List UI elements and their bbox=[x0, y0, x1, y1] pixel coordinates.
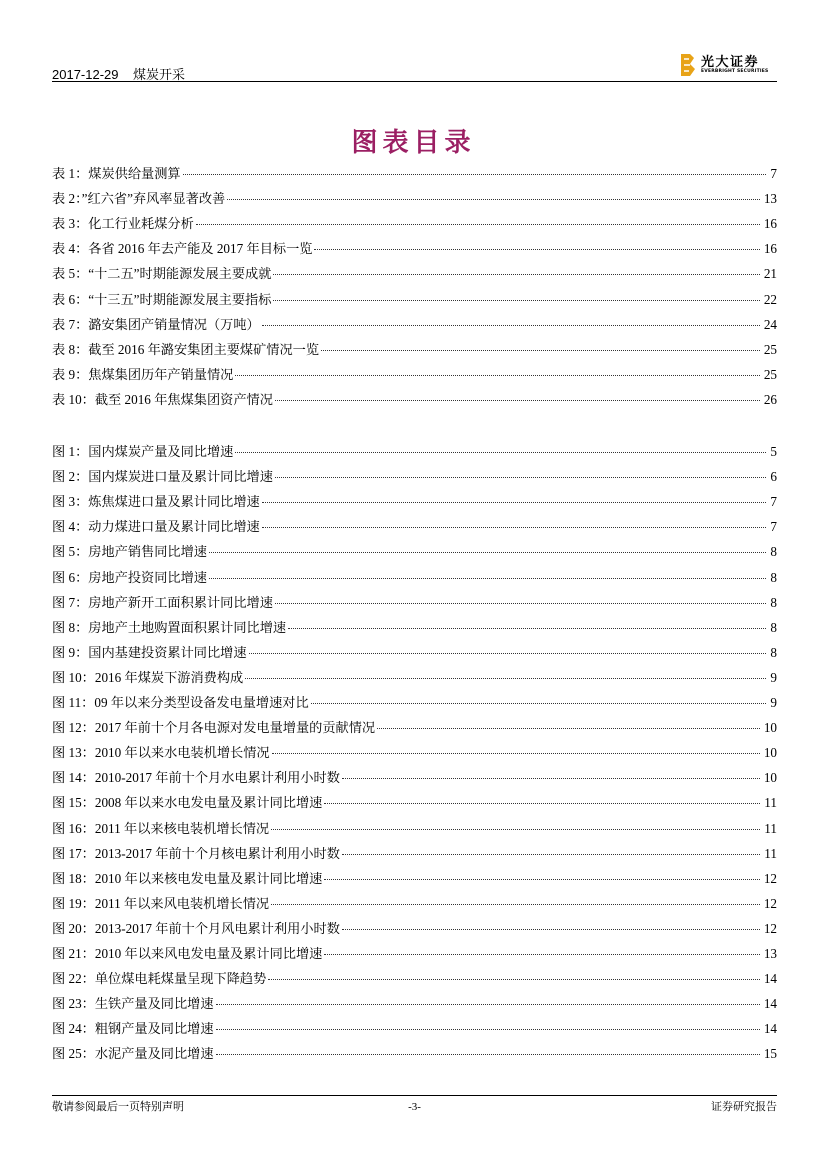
toc-figure-entry-page: 8 bbox=[770, 569, 777, 585]
logo-name-en: EVERBRIGHT SECURITIES bbox=[701, 69, 769, 74]
toc-figure-entry-page: 6 bbox=[770, 469, 777, 485]
dot-leader bbox=[209, 578, 766, 579]
dot-leader bbox=[324, 803, 760, 804]
toc-figure-entry[interactable] bbox=[52, 969, 777, 989]
header-date: 2017-12-29 bbox=[52, 67, 119, 82]
toc-figure-entry-page: 10 bbox=[763, 770, 777, 786]
toc-figure-entry-page: 8 bbox=[770, 619, 777, 635]
toc-table-entry[interactable] bbox=[52, 315, 777, 335]
toc-table-entry-label: 表 2：”红六省”弃风率显著改善 bbox=[52, 191, 226, 207]
toc-figure-entry[interactable] bbox=[52, 542, 777, 562]
toc-figure-entry-label: 图 22：单位煤电耗煤量呈现下降趋势 bbox=[52, 971, 267, 987]
dot-leader bbox=[321, 350, 760, 351]
toc-figure-entry-page: 13 bbox=[763, 946, 777, 961]
dot-leader bbox=[216, 1004, 760, 1005]
toc-figure-entry-page: 10 bbox=[763, 720, 777, 736]
toc-figure-entry[interactable] bbox=[52, 743, 777, 763]
toc-figure-entry[interactable] bbox=[52, 1044, 777, 1064]
toc-table-entry-page: 21 bbox=[763, 266, 777, 282]
toc-table-entry-page: 25 bbox=[763, 366, 777, 382]
toc-figure-entry-label: 图 10：2016 年煤炭下游消费构成 bbox=[52, 669, 244, 685]
dot-leader bbox=[227, 199, 760, 200]
toc-figure-entry-label: 图 13：2010 年以来水电装机增长情况 bbox=[52, 745, 270, 761]
dot-leader bbox=[342, 854, 760, 855]
page-footer bbox=[52, 1098, 777, 1116]
dot-leader bbox=[235, 452, 766, 453]
toc-figure-entry-page: 8 bbox=[770, 594, 777, 610]
dot-leader bbox=[275, 400, 760, 401]
toc-figure-entry-label: 图 25：水泥产量及同比增速 bbox=[52, 1046, 214, 1062]
toc-figure-entry[interactable] bbox=[52, 618, 777, 638]
dot-leader bbox=[273, 300, 759, 301]
toc-figure-entry-label: 图 14：2010-2017 年前十个月水电累计利用小时数 bbox=[52, 770, 340, 786]
dot-leader bbox=[271, 829, 760, 830]
toc-figure-entry-label: 图 9：国内基建投资累计同比增速 bbox=[52, 644, 247, 660]
toc-figure-entry[interactable] bbox=[52, 718, 777, 738]
toc-figure-entry-page: 11 bbox=[764, 795, 777, 811]
toc-table-entry[interactable] bbox=[52, 164, 777, 184]
dot-leader bbox=[273, 274, 759, 275]
toc-figure-entry-page: 14 bbox=[763, 971, 777, 987]
dot-leader bbox=[216, 1029, 760, 1030]
dot-leader bbox=[311, 703, 767, 704]
toc-table-entry-page: 26 bbox=[763, 391, 777, 407]
toc-figure-entry[interactable] bbox=[52, 568, 777, 588]
toc-figure-entry[interactable] bbox=[52, 1019, 777, 1039]
toc-table-entry-label: 表 9：焦煤集团历年产销量情况 bbox=[52, 366, 234, 382]
toc-table-entry-label: 表 3：化工行业耗煤分析 bbox=[52, 216, 194, 232]
toc-figure-entry-label: 图 15：2008 年以来水电发电量及累计同比增速 bbox=[52, 795, 323, 811]
toc-figure-entry-label: 图 12：2017 年前十个月各电源对发电量增量的贡献情况 bbox=[52, 720, 376, 736]
toc-figure-entry-page: 12 bbox=[763, 895, 777, 911]
toc-table-entry[interactable] bbox=[52, 390, 777, 410]
toc-table-entry-page: 24 bbox=[763, 316, 777, 332]
header-sector: 煤炭开采 bbox=[132, 67, 185, 82]
toc-figure-entry-page: 14 bbox=[763, 1021, 777, 1037]
toc-figure-entry[interactable] bbox=[52, 919, 777, 939]
dot-leader bbox=[272, 753, 760, 754]
toc-table-entry-page: 22 bbox=[763, 291, 777, 307]
toc-table-entry-label: 表 4：各省 2016 年去产能及 2017 年目标一览 bbox=[52, 241, 313, 257]
toc-table-entry[interactable] bbox=[52, 340, 777, 360]
toc-figure-entry[interactable] bbox=[52, 793, 777, 813]
toc-table-entry-page: 16 bbox=[763, 216, 777, 232]
dot-leader bbox=[262, 502, 767, 503]
toc-table-entry-label: 表 1：煤炭供给量测算 bbox=[52, 166, 181, 181]
toc-figure-entry[interactable] bbox=[52, 467, 777, 487]
page-header bbox=[52, 52, 777, 82]
toc-figure-entry-label: 图 1：国内煤炭产量及同比增速 bbox=[52, 444, 234, 459]
toc-figure-entry-label: 图 4：动力煤进口量及累计同比增速 bbox=[52, 519, 260, 535]
toc-figure-entry-label: 图 11：09 年以来分类型设备发电量增速对比 bbox=[52, 695, 309, 710]
toc-figure-entry[interactable] bbox=[52, 894, 777, 914]
toc-figure-entry[interactable] bbox=[52, 994, 777, 1014]
toc-table-entry-page: 13 bbox=[763, 191, 777, 207]
toc-figure-entry[interactable] bbox=[52, 492, 777, 512]
dot-leader bbox=[288, 628, 766, 629]
toc-figure-entry-page: 9 bbox=[770, 695, 777, 710]
toc-figure-entry-page: 12 bbox=[763, 920, 777, 936]
toc-figure-entry-label: 图 21：2010 年以来风电发电量及累计同比增速 bbox=[52, 946, 323, 961]
toc-figure-entry-label: 图 19：2011 年以来风电装机增长情况 bbox=[52, 895, 270, 911]
dot-leader bbox=[342, 929, 760, 930]
toc-table-entry[interactable] bbox=[52, 290, 777, 310]
toc-table-entry-label: 表 5：“十二五”时期能源发展主要成就 bbox=[52, 266, 272, 282]
footer-divider bbox=[52, 1095, 777, 1096]
dot-leader bbox=[275, 477, 767, 478]
toc-figure-entry[interactable] bbox=[52, 844, 777, 864]
toc-figure-entry[interactable] bbox=[52, 643, 777, 663]
page-number: -3- bbox=[408, 1101, 421, 1113]
dot-leader bbox=[216, 1054, 760, 1055]
dot-leader bbox=[196, 224, 760, 225]
toc-figure-entry-page: 9 bbox=[770, 669, 777, 685]
toc-figure-entry-page: 7 bbox=[770, 494, 777, 510]
toc-figure-entry-page: 11 bbox=[764, 820, 777, 836]
toc-figure-entry-label: 图 17：2013-2017 年前十个月核电累计利用小时数 bbox=[52, 845, 340, 861]
dot-leader bbox=[275, 603, 767, 604]
page-title: 图表目录 bbox=[351, 128, 476, 158]
toc-figure-entry-label: 图 2：国内煤炭进口量及累计同比增速 bbox=[52, 469, 273, 485]
dot-leader bbox=[268, 979, 760, 980]
dot-leader bbox=[271, 904, 760, 905]
toc-figure-entry-label: 图 16：2011 年以来核电装机增长情况 bbox=[52, 820, 270, 836]
dot-leader bbox=[262, 527, 767, 528]
toc-table-entry[interactable] bbox=[52, 264, 777, 284]
toc-figure-entry-label: 图 3：炼焦煤进口量及累计同比增速 bbox=[52, 494, 260, 510]
toc-figure-entry[interactable] bbox=[52, 768, 777, 788]
everbright-logo-icon bbox=[681, 54, 695, 76]
toc-figure-entry-label: 图 24：粗钢产量及同比增速 bbox=[52, 1021, 214, 1037]
toc-table-entry[interactable] bbox=[52, 189, 777, 209]
footer-report-type: 证券研究报告 bbox=[711, 1101, 777, 1113]
toc-figure-entry-page: 8 bbox=[770, 644, 777, 660]
toc-figure-entry[interactable] bbox=[52, 517, 777, 537]
everbright-logo bbox=[681, 52, 777, 78]
toc-table-entry-label: 表 10：截至 2016 年焦煤集团资产情况 bbox=[52, 391, 273, 407]
toc-table-entry-page: 25 bbox=[763, 341, 777, 357]
toc-table-entry-label: 表 7：潞安集团产销量情况（万吨） bbox=[52, 316, 260, 332]
toc-table-entry-page: 7 bbox=[770, 166, 777, 181]
toc-figure-entry[interactable] bbox=[52, 944, 777, 964]
dot-leader bbox=[245, 678, 766, 679]
dot-leader bbox=[209, 552, 766, 553]
toc-figure-entry-page: 15 bbox=[763, 1046, 777, 1062]
toc-figure-entry-label: 图 5：房地产销售同比增速 bbox=[52, 544, 207, 560]
toc-figure-entry[interactable] bbox=[52, 819, 777, 839]
toc-figure-entry[interactable] bbox=[52, 869, 777, 889]
toc-table-entry[interactable] bbox=[52, 239, 777, 259]
toc-figure-entry-page: 14 bbox=[763, 996, 777, 1012]
dot-leader bbox=[235, 375, 759, 376]
toc-figure-entry-label: 图 20：2013-2017 年前十个月风电累计利用小时数 bbox=[52, 920, 340, 936]
toc-figure-entry-label: 图 23：生铁产量及同比增速 bbox=[52, 996, 214, 1012]
toc-table-entry[interactable] bbox=[52, 214, 777, 234]
toc-figure-entry-page: 12 bbox=[763, 870, 777, 886]
toc-figure-entry[interactable] bbox=[52, 668, 777, 688]
toc-table-entry-page: 16 bbox=[763, 241, 777, 257]
toc-figure-entry-page: 5 bbox=[770, 444, 777, 459]
dot-leader bbox=[342, 778, 760, 779]
dot-leader bbox=[314, 249, 759, 250]
toc-figure-entry-page: 11 bbox=[764, 845, 777, 861]
dot-leader bbox=[249, 653, 767, 654]
dot-leader bbox=[183, 174, 767, 175]
toc-figure-entry-label: 图 7：房地产新开工面积累计同比增速 bbox=[52, 594, 273, 610]
toc-table-entry-label: 表 6：“十三五”时期能源发展主要指标 bbox=[52, 291, 272, 307]
toc-figure-entry-page: 10 bbox=[763, 745, 777, 761]
dot-leader bbox=[377, 728, 760, 729]
toc-figure-entry[interactable] bbox=[52, 693, 777, 713]
dot-leader bbox=[262, 325, 760, 326]
dot-leader bbox=[324, 879, 759, 880]
toc-figure-entry[interactable] bbox=[52, 593, 777, 613]
toc-figure-entry-label: 图 6：房地产投资同比增速 bbox=[52, 569, 207, 585]
toc-figure-entry-page: 7 bbox=[770, 519, 777, 535]
dot-leader bbox=[324, 954, 759, 955]
toc-table-entry-label: 表 8：截至 2016 年潞安集团主要煤矿情况一览 bbox=[52, 341, 320, 357]
toc-figure-entry-label: 图 18：2010 年以来核电发电量及累计同比增速 bbox=[52, 870, 323, 886]
toc-figure-entry[interactable] bbox=[52, 442, 777, 462]
toc-table-entry[interactable] bbox=[52, 365, 777, 385]
toc-figure-entry-label: 图 8：房地产土地购置面积累计同比增速 bbox=[52, 619, 287, 635]
logo-name-cn: 光大证券 bbox=[701, 55, 760, 70]
toc-figure-entry-page: 8 bbox=[770, 544, 777, 560]
footer-disclaimer: 敬请参阅最后一页特别声明 bbox=[52, 1101, 184, 1113]
header-divider bbox=[52, 81, 777, 82]
